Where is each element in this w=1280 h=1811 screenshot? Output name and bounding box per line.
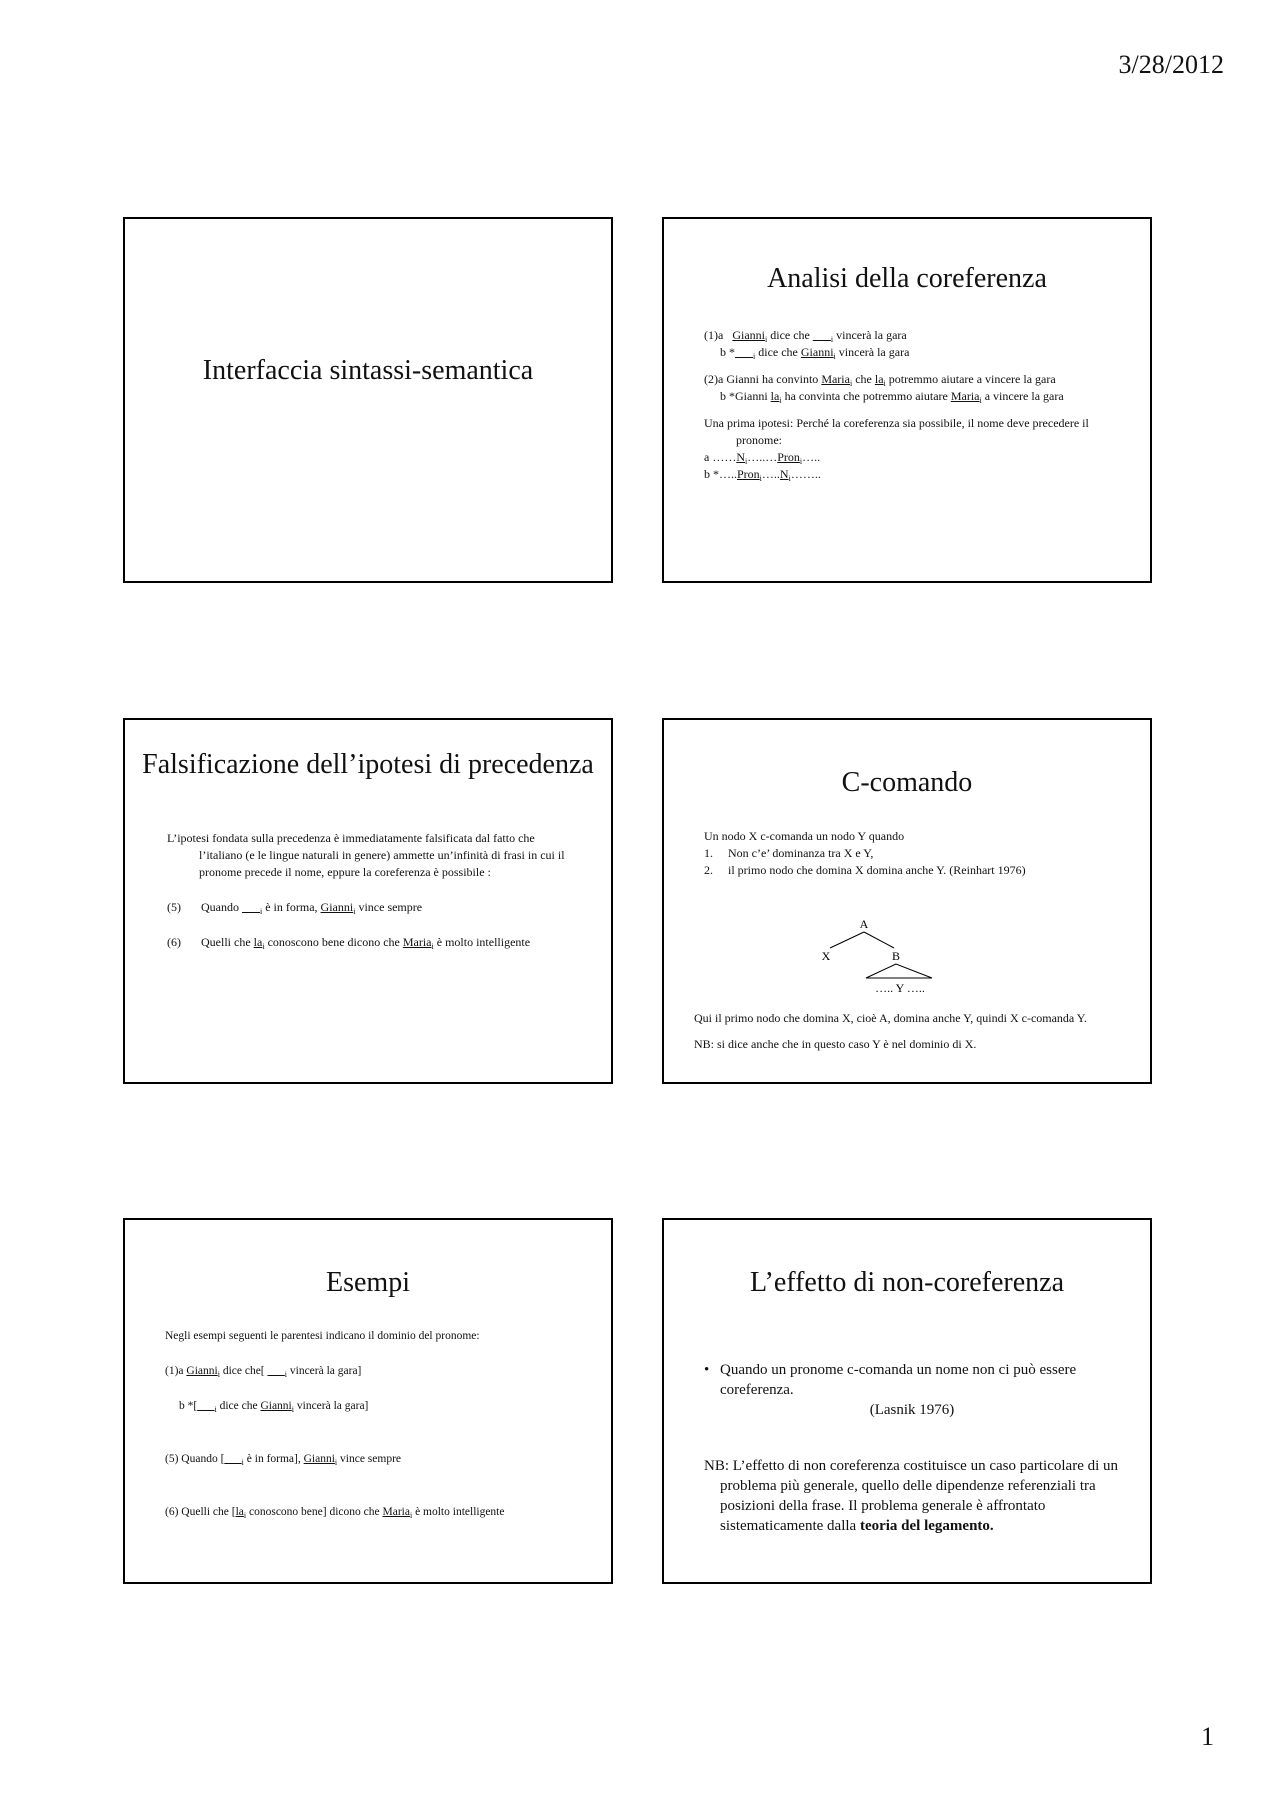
slide-title: L’effetto di non-coreferenza [749,1267,1065,1298]
slide-footnote: Qui il primo nodo che domina X, cioè A, domina anche Y, quindi X c-comanda Y. NB: si dice anche che in questo caso Y è nel dominio di X. [694,1011,1087,1051]
node-y: ….. Y ….. [875,981,925,995]
example-1a: (1)a Gianni$_i$ dice che $\_\_\__i$ vincerà la gara [704,328,907,344]
example-5: (5) Quando [$\_\_\__i$ è in forma], Gianni$_i$ vince sempre [165,1453,402,1467]
definition: Un nodo X c-comanda un nodo Y quando [704,829,905,843]
slide-2 [662,217,1152,583]
slide-4 [662,718,1152,1084]
node-a: A [859,917,869,931]
slide-title: Falsificazione dell’ipotesi di precedenza [142,749,594,780]
slide-5 [123,1218,613,1584]
slide-1 [123,217,613,583]
slide-title: Esempi [326,1267,410,1298]
page-number: 1 [1201,1722,1214,1751]
node-b: B [891,949,901,963]
schema-a: a $\dots\dots N_i\dots..\dots Pron_i\dots$.. [704,450,821,466]
hypothesis: Una prima ipotesi: Perché la coreferenza sia possibile, il nome deve precedere il pronome: [704,416,1089,447]
nb-note: NB: L’effetto di non coreferenza costituisce un caso particolare di un problema più generale, quello delle dipendenze referenziali tra posizioni della frase. Il problema generale è affrontato sistematicamente dalla teoria del legamento. [704,1458,1119,1534]
slide-body [704,327,1120,483]
schema-b: b $*\dots..Pron_i\dots..N_i\dots\dots$.. [704,467,821,483]
example-1b: b $*[\_\_\__i$ dice che Gianni$_i$ vincerà la gara] [179,1400,369,1414]
example-2b: b *Gianni $la_i$ ha convinta che potremmo aiutare Maria$_i$ a vincere la gara [720,389,1064,405]
citation: (Lasnik 1976) [869,1402,955,1418]
slide-title: Interfaccia sintassi-semantica [202,355,534,386]
example-1b: b $*\_\_\__i$ dice che Gianni$_i$ vincerà la gara [720,345,910,361]
slide-title: Analisi della coreferenza [767,263,1047,294]
print-date: 3/28/2012 [1118,50,1224,79]
example-5: (5) Quando $\_\_\__i$ è in forma, Gianni$_i$ vince sempre [167,900,423,916]
slide-3 [123,718,613,1084]
node-x: X [821,949,831,963]
slide-body [704,828,1120,879]
list-item-1: 1. Non c’e’ dominanza tra X e Y, [704,846,874,860]
slide-body [704,1360,1120,1536]
intro-text: L’ipotesi fondata sulla precedenza è immediatamente falsificata dal fatto che l’italiano (e le lingue naturali in genere) ammette un’infinità di frasi in cui il pronome precede il nome, eppure la coreferenza è possibile : [167,831,565,879]
tree-diagram [802,916,942,996]
intro-text: Negli esempi seguenti le parentesi indicano il dominio del pronome: [165,1330,480,1342]
example-1a: (1)a Gianni$_i$ dice che[ $\_\_\__i$ vincerà la gara] [165,1365,362,1379]
slide-6 [662,1218,1152,1584]
bullet-item: • Quando un pronome c-comanda un nome non ci può essere coreferenza. [704,1362,1077,1398]
example-6: (6) Quelli che [$la_i$ conoscono bene] dicono che Maria$_i$ è molto intelligente [165,1506,505,1520]
slide-body [167,830,567,951]
example-6: (6) Quelli che $la_i$ conoscono bene dicono che Maria$_i$ è molto intelligente [167,935,531,951]
example-2a: (2)a Gianni ha convinto Maria$_i$ che $la_i$ potremmo aiutare a vincere la gara [704,372,1056,388]
list-item-2: 2. il primo nodo che domina X domina anche Y. (Reinhart 1976) [704,863,1026,877]
slide-body [165,1328,581,1521]
slide-title: C-comando [841,767,973,798]
